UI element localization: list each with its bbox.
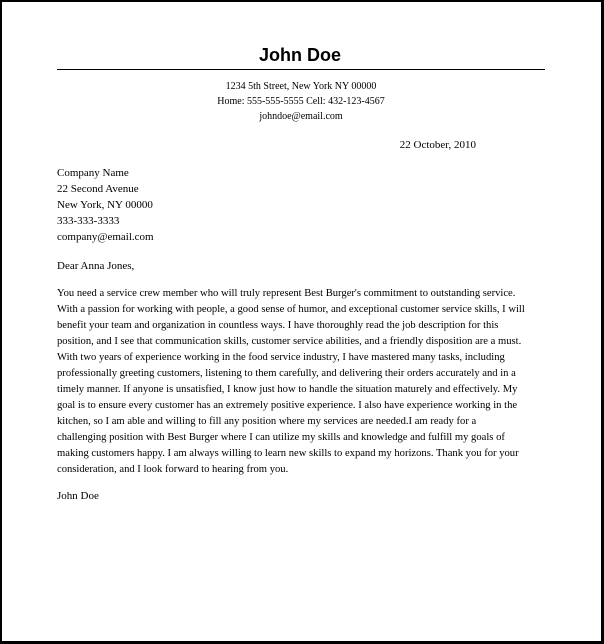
body-line: With a passion for working with people, a good sense of humor, and exceptional customer service skills, I will: [57, 304, 525, 315]
body-line: consideration, and I look forward to hearing from you.: [57, 464, 289, 475]
sender-name: John Doe: [258, 45, 341, 65]
body-line: professionally greeting customers, listening to them carefully, and delivering their orders accurately and in a: [57, 368, 516, 379]
body-line: timely manner. If anyone is unsatisfied, I know just how to handle the situation maturely and effectively. My: [57, 384, 518, 395]
recipient-street: 22 Second Avenue: [57, 183, 139, 195]
body-line: You need a service crew member who will truly represent Best Burger's commitment to outstanding service.: [57, 288, 516, 299]
body-line: challenging position with Best Burger where I can utilize my skills and knowledge and fulfill my goals of: [57, 432, 505, 443]
letter-date: 22 October, 2010: [399, 139, 476, 151]
recipient-phone: 333-333-3333: [57, 215, 120, 227]
sender-address: 1234 5th Street, New York NY 00000: [225, 81, 377, 92]
body-line: goal is to ensure every customer has an extremely positive experience. I also have experience working in the: [57, 400, 518, 411]
body-line: kitchen, so I am able and willing to fill any position where my services are needed.I am ready for a: [57, 416, 477, 427]
recipient-email: company@email.com: [57, 231, 154, 243]
header-divider: [57, 69, 545, 70]
sender-phones: Home: 555-555-5555 Cell: 432-123-4567: [217, 96, 385, 107]
body-line: position, and I see that communication skills, customer service abilities, and a friendly disposition are a must.: [57, 336, 522, 347]
body-line: making customers happy. I am always willing to learn new skills to expand my horizons. Thank you for your: [57, 448, 519, 459]
body-line: With two years of experience working in the food service industry, I have mastered many tasks, including: [57, 352, 505, 363]
salutation: Dear Anna Jones,: [57, 260, 135, 272]
letter-body: [57, 286, 547, 478]
body-line: benefit your team and organization in countless ways. I have thoroughly read the job description for this: [57, 320, 499, 331]
sender-email: johndoe@email.com: [259, 111, 343, 122]
recipient-city: New York, NY 00000: [57, 199, 153, 211]
signature: John Doe: [57, 490, 99, 502]
recipient-company: Company Name: [57, 167, 129, 179]
